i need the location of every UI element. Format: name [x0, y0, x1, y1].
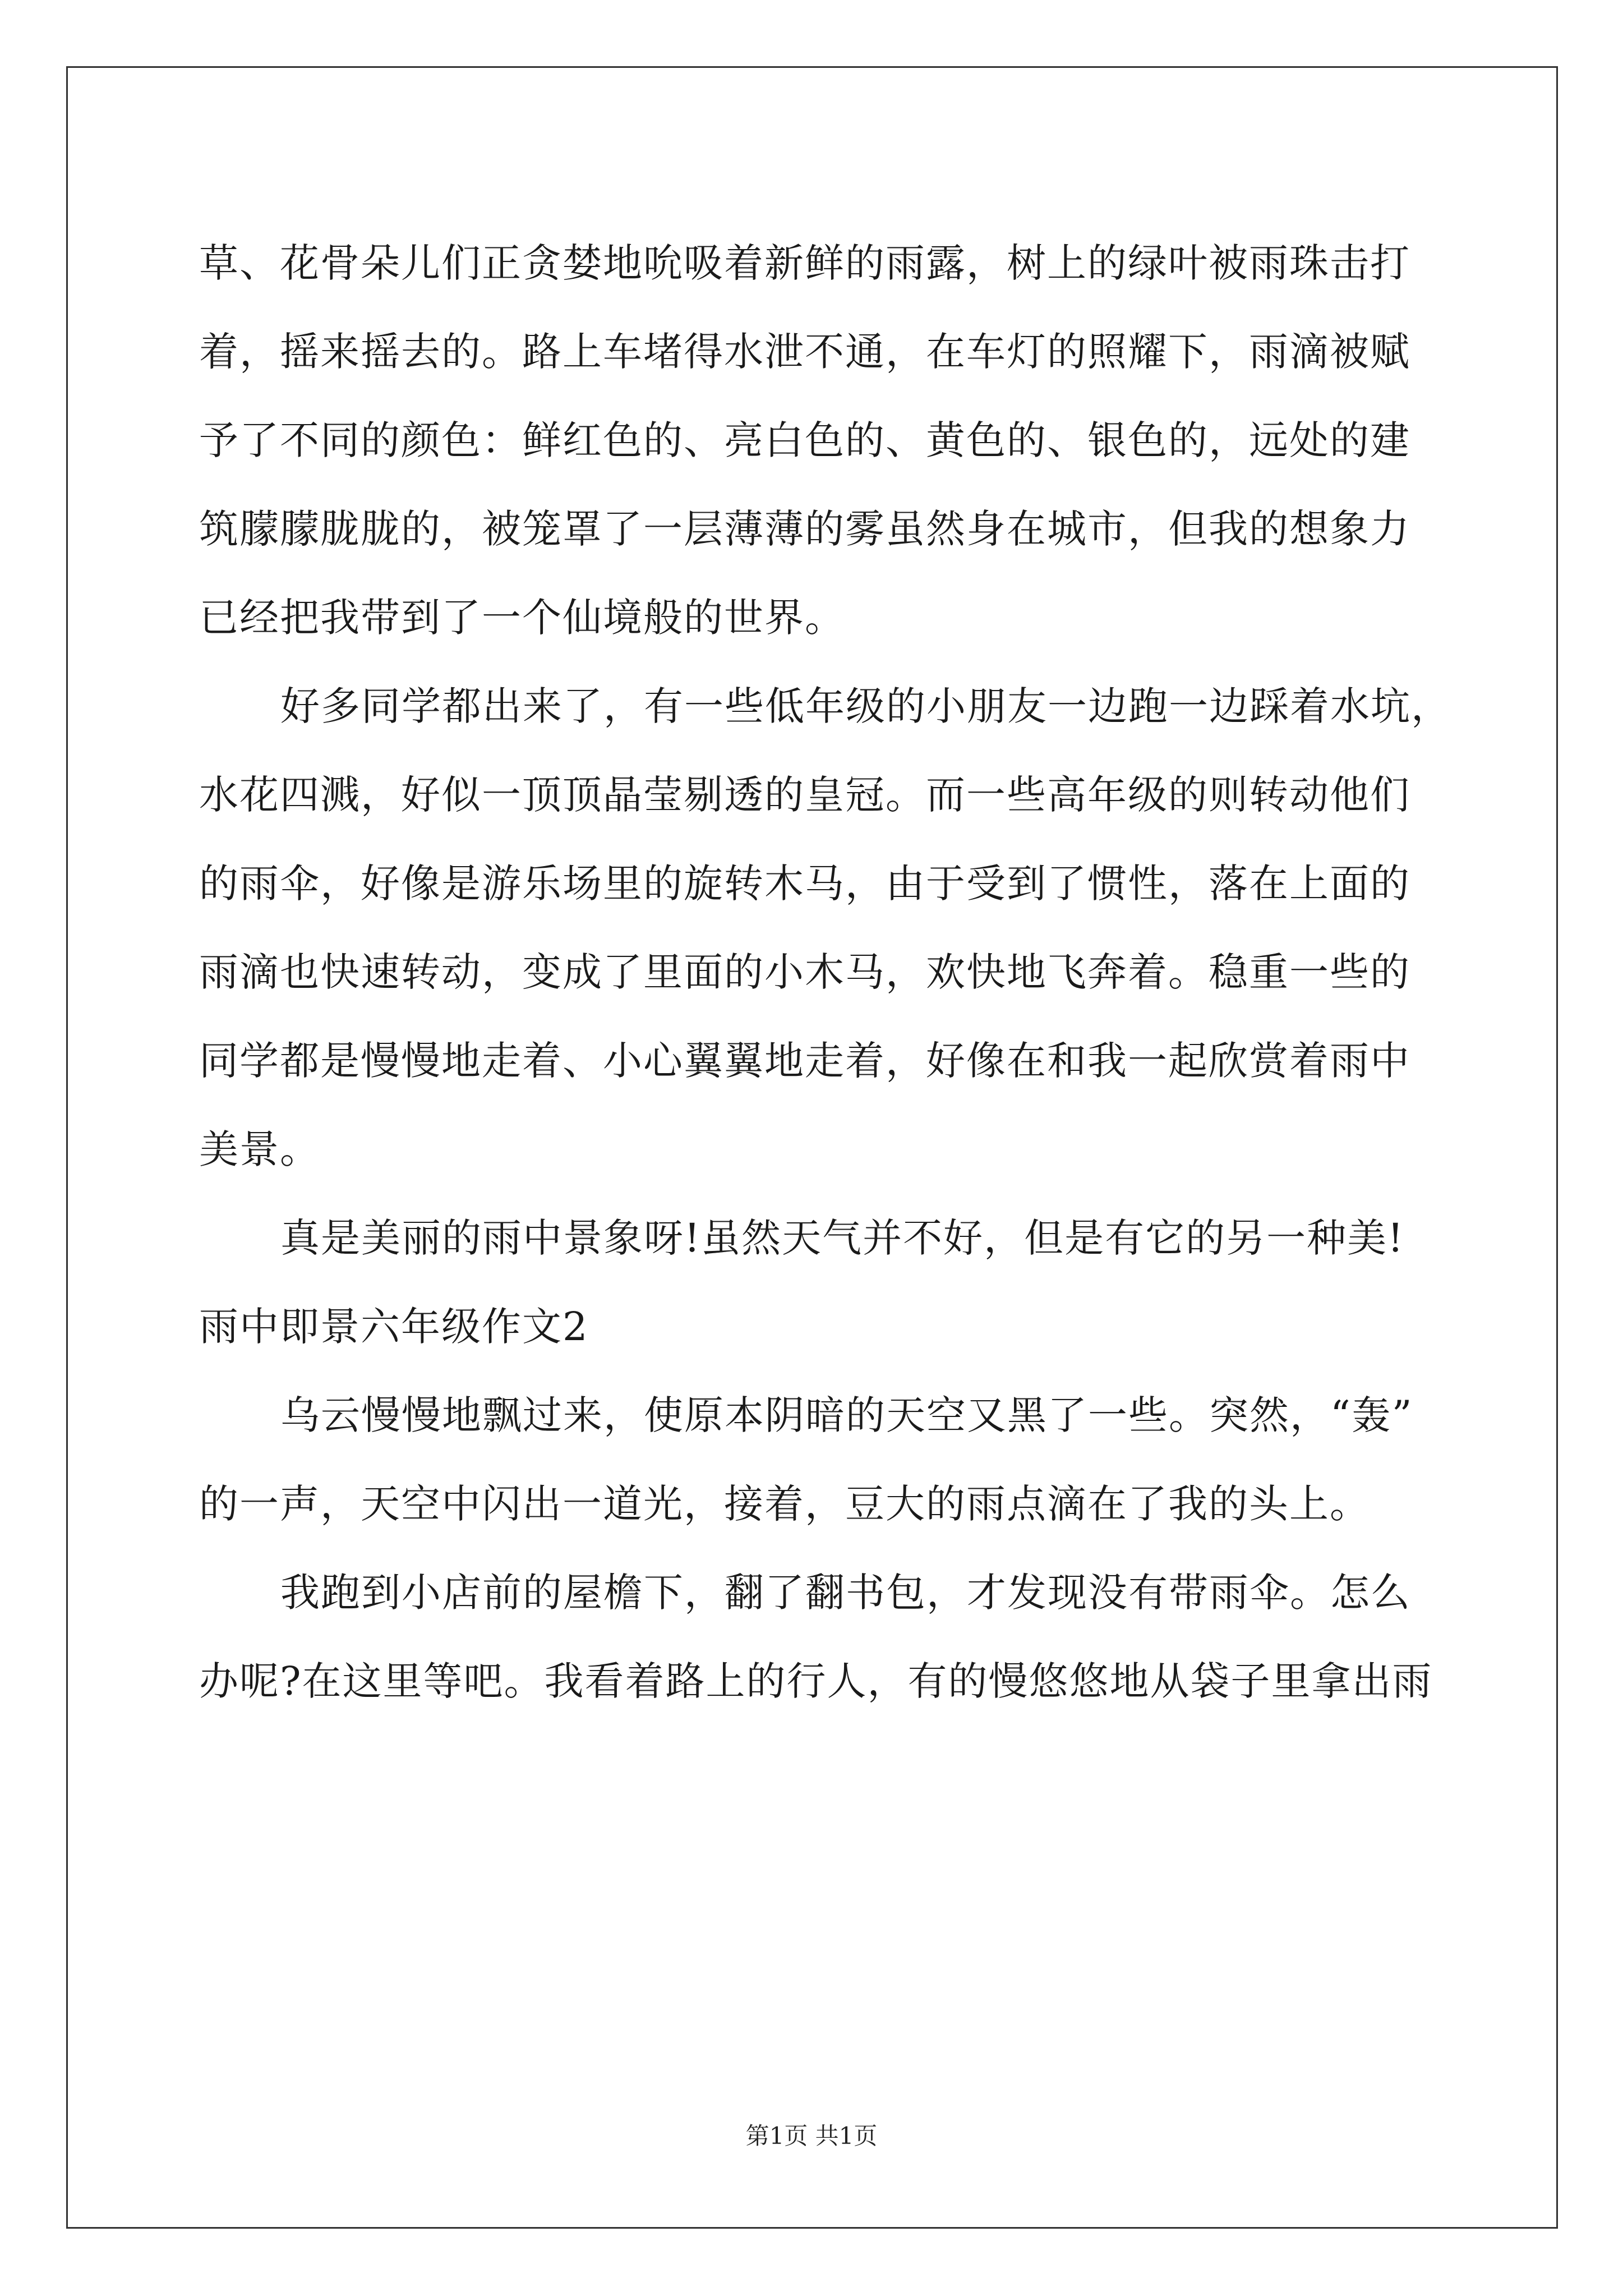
text-line: 好多同学都出来了，有一些低年级的小朋友一边跑一边踩着水坑，: [280, 683, 1451, 729]
text-line: 筑朦朦胧胧的，被笼罩了一层薄薄的雾虽然身在城市，但我的想象力: [199, 506, 1410, 552]
text-line: 予了不同的颜色：鲜红色的、亮白色的、黄色的、银色的，远处的建: [199, 417, 1410, 463]
text-line: 草、花骨朵儿们正贪婪地吮吸着新鲜的雨露，树上的绿叶被雨珠击打: [199, 240, 1410, 286]
text-line: 真是美丽的雨中景象呀!虽然天气并不好，但是有它的另一种美!: [280, 1215, 1405, 1261]
text-line: 着，摇来摇去的。路上车堵得水泄不通，在车灯的照耀下，雨滴被赋: [199, 329, 1410, 375]
section-title: 雨中即景六年级作文2: [199, 1304, 589, 1350]
page-footer: 第1页 共1页: [745, 2122, 878, 2150]
text-line: 同学都是慢慢地走着、小心翼翼地走着，好像在和我一起欣赏着雨中: [199, 1038, 1410, 1084]
text-line: 的一声，天空中闪出一道光，接着，豆大的雨点滴在了我的头上。: [199, 1481, 1370, 1527]
text-line: 美景。: [199, 1126, 320, 1172]
text-line: 办呢?在这里等吧。我看着路上的行人，有的慢悠悠地从袋子里拿出雨: [199, 1658, 1433, 1704]
text-line: 的雨伞，好像是游乐场里的旋转木马，由于受到了惯性，落在上面的: [199, 861, 1410, 907]
text-line: 乌云慢慢地飘过来，使原本阴暗的天空又黑了一些。突然，“轰”: [280, 1392, 1413, 1438]
document-body: [199, 219, 1451, 1726]
text-line: 已经把我带到了一个仙境般的世界。: [199, 595, 845, 641]
text-line: 我跑到小店前的屋檐下，翻了翻书包，才发现没有带雨伞。怎么: [280, 1570, 1411, 1616]
text-line: 雨滴也快速转动，变成了里面的小木马，欢快地飞奔着。稳重一些的: [199, 949, 1410, 995]
text-line: 水花四溅，好似一顶顶晶莹剔透的皇冠。而一些高年级的则转动他们: [199, 772, 1410, 818]
